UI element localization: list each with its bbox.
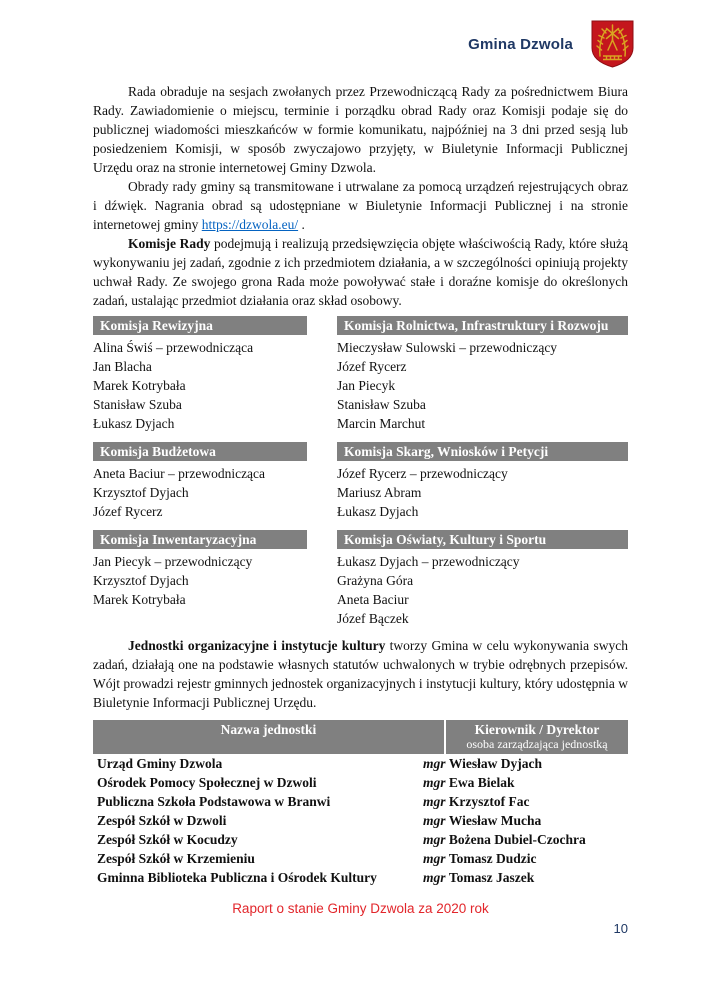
degree: mgr <box>423 832 446 847</box>
committee-member: Krzysztof Dyjach <box>93 573 189 588</box>
table-row <box>93 792 628 811</box>
paragraph-komisje-rady <box>93 234 628 310</box>
unit-head <box>423 811 628 830</box>
table-row <box>93 868 628 887</box>
degree: mgr <box>423 851 446 866</box>
committee-member: Jan Blacha <box>93 359 152 374</box>
committee-member: Aneta Baciur <box>337 592 409 607</box>
table-row <box>93 773 628 792</box>
committee-member: Marek Kotrybała <box>93 592 186 607</box>
units-table-header-cell-director <box>446 720 628 754</box>
head-name: Tomasz Dudzic <box>448 851 537 866</box>
head-name: Bożena Dubiel-Czochra <box>448 832 586 847</box>
column-subheader: osoba zarządzająca jednostką <box>466 737 608 751</box>
committee-member: Józef Rycerz <box>93 504 163 519</box>
unit-head <box>423 773 628 792</box>
committee-member: Mariusz Abram <box>337 485 422 500</box>
committee-rewizyjna <box>93 316 307 433</box>
committee-oswiaty <box>337 530 628 628</box>
committee-member: Stanisław Szuba <box>337 397 426 412</box>
unit-head <box>423 754 628 773</box>
units-table-body <box>93 754 628 887</box>
table-row <box>93 811 628 830</box>
committee-member: Krzysztof Dyjach <box>93 485 189 500</box>
committee-title-bar: Komisja Skarg, Wniosków i Petycji <box>337 442 628 461</box>
committee-title-bar: Komisja Rewizyjna <box>93 316 307 335</box>
degree: mgr <box>423 813 446 828</box>
unit-name: Urząd Gminy Dzwola <box>97 756 223 771</box>
committee-rolnictwa <box>337 316 628 433</box>
dzwola-website-link[interactable]: https://dzwola.eu/ <box>201 217 299 232</box>
degree: mgr <box>423 775 446 790</box>
committee-grid <box>93 316 628 628</box>
unit-name: Zespół Szkół w Dzwoli <box>97 813 227 828</box>
committee-budzetowa <box>93 442 307 521</box>
unit-head <box>423 868 628 887</box>
committee-member: Stanisław Szuba <box>93 397 182 412</box>
unit-name: Zespół Szkół w Kocudzy <box>97 832 238 847</box>
paragraph-text: podejmują i realizują przedsięwzięcia objęte właściwością Rady, które służą wykonywaniu jej zadań, zgodnie z ich przedmiotem działania, a w szczególności opiniują projekty uchwał Rady. Ze swojego grona Rada może powoływać stałe i doraźne komisje do określonych zadań, ustalając przedmiot działania oraz skład osobowy. <box>93 236 628 308</box>
page-footer <box>0 901 707 936</box>
committee-member: Alina Świś – przewodnicząca <box>93 340 254 355</box>
committee-title-bar: Komisja Inwentaryzacyjna <box>93 530 307 549</box>
committee-title-bar: Komisja Budżetowa <box>93 442 307 461</box>
units-table <box>93 720 628 887</box>
committee-title-bar: Komisja Oświaty, Kultury i Sportu <box>337 530 628 549</box>
committee-member: Józef Rycerz – przewodniczący <box>337 466 508 481</box>
report-title: Raport o stanie Gminy Dzwola za 2020 rok <box>232 901 489 916</box>
page-content <box>93 82 628 887</box>
committee-member: Łukasz Dyjach <box>337 504 419 519</box>
head-name: Wiesław Dyjach <box>448 756 543 771</box>
unit-head <box>423 849 628 868</box>
table-row <box>93 830 628 849</box>
committee-member: Grażyna Góra <box>337 573 414 588</box>
head-name: Krzysztof Fac <box>448 794 530 809</box>
unit-name: Gminna Biblioteka Publiczna i Ośrodek Kultury <box>97 870 377 885</box>
committee-member: Józef Rycerz <box>337 359 407 374</box>
unit-head <box>423 830 628 849</box>
paragraph-text: Obrady rady gminy są transmitowane i utrwalane za pomocą urządzeń rejestrujących obraz i dźwięk. Nagrania obrad są udostępniane w Biuletynie Informacji Publicznej i na stronie internetowej gminy <box>93 179 628 232</box>
paragraph-text: tworzy Gmina w celu wykonywania swych zadań, działają one na podstawie własnych statutów uchwalonych w trybie odrębnych przepisów. Wójt prowadzi rejestr gminnych jednostek organizacyjnych i instytucji kultury, który udostępnia w Biuletynie Informacji Publicznej Urzędu. <box>93 638 629 710</box>
committee-member: Jan Piecyk – przewodniczący <box>93 554 253 569</box>
committee-member: Łukasz Dyjach – przewodniczący <box>337 554 520 569</box>
paragraph-jednostki <box>93 636 628 712</box>
units-table-header <box>93 720 628 754</box>
unit-name: Zespół Szkół w Krzemieniu <box>97 851 255 866</box>
paragraph-text: . <box>298 217 305 232</box>
degree: mgr <box>423 870 446 885</box>
paragraph-text: Rada obraduje na sesjach zwołanych przez Przewodniczącą Rady za pośrednictwem Biura Rady. Zawiadomienie o miejscu, terminie i porządku obrad Rady oraz Komisji podaje się do publicznej wiadomości mieszkańców w formie komunikatu, najpóźniej na 3 dni przed sesją lub posiedzeniem Komisji, w sposób zwyczajowo przyjęty, w Biuletynie Informacji Publicznej Urzędu oraz na stronie internetowej Gminy Dzwola. <box>93 84 628 175</box>
page-number: 10 <box>613 921 628 936</box>
unit-name: Ośrodek Pomocy Społecznej w Dzwoli <box>97 775 317 790</box>
units-table-header-cell-name <box>93 720 444 754</box>
committee-title-bar: Komisja Rolnictwa, Infrastruktury i Rozwoju <box>337 316 628 335</box>
committee-member: Marek Kotrybała <box>93 378 186 393</box>
unit-name: Publiczna Szkoła Podstawowa w Branwi <box>97 794 331 809</box>
head-name: Wiesław Mucha <box>448 813 542 828</box>
page-header <box>0 0 707 68</box>
degree: mgr <box>423 794 446 809</box>
committee-skarg <box>337 442 628 521</box>
paragraph-lead-bold: Komisje Rady <box>128 236 211 251</box>
coat-of-arms-icon <box>590 20 635 68</box>
committee-member: Łukasz Dyjach <box>93 416 175 431</box>
committee-member: Marcin Marchut <box>337 416 426 431</box>
committee-member: Jan Piecyk <box>337 378 396 393</box>
unit-head <box>423 792 628 811</box>
committee-member: Aneta Baciur – przewodnicząca <box>93 466 266 481</box>
table-row <box>93 849 628 868</box>
degree: mgr <box>423 756 446 771</box>
paragraph-lead-bold: Jednostki organizacyjne i instytucje kultury <box>128 638 386 653</box>
paragraph-rada-obraduje <box>93 82 628 177</box>
column-header: Kierownik / Dyrektor <box>474 722 600 737</box>
head-name: Tomasz Jaszek <box>448 870 535 885</box>
paragraph-obrady-transmisja <box>93 177 628 234</box>
head-name: Ewa Bielak <box>448 775 515 790</box>
committee-inwentaryzacyjna <box>93 530 307 628</box>
column-header: Nazwa jednostki <box>220 722 317 737</box>
committee-member: Józef Bączek <box>337 611 409 626</box>
table-row <box>93 754 628 773</box>
committee-member: Mieczysław Sulowski – przewodniczący <box>337 340 558 355</box>
org-name: Gmina Dzwola <box>468 35 573 53</box>
